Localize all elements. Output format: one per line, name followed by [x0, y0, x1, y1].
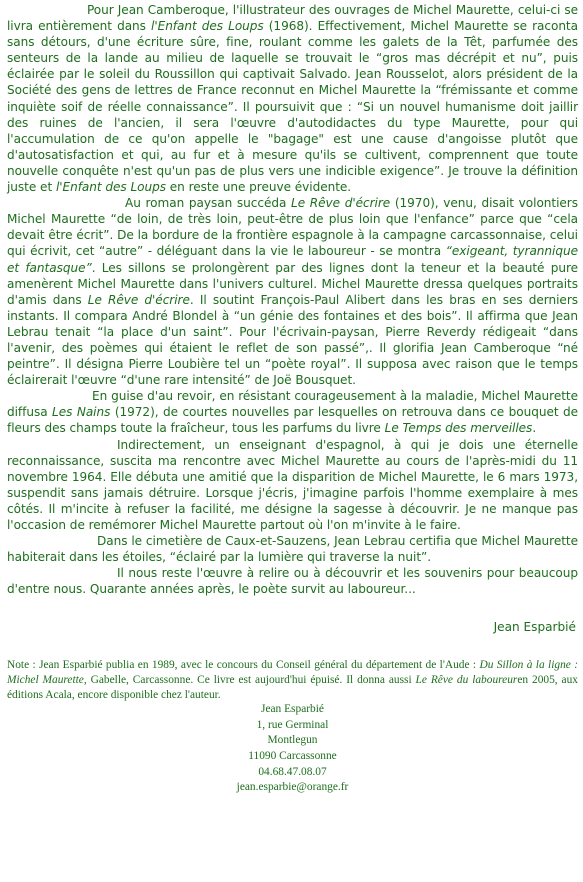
book-title: Le Rêve du laboureur — [415, 674, 518, 687]
paragraph-6: Il nous reste l'œuvre à relire ou à découvrir et les souvenirs pour beaucoup d'entre nous. Quarante années après, le poète survit au laboureur... — [7, 566, 578, 597]
book-title: l'Enfant des Loups — [151, 19, 264, 34]
book-title: Le Rêve d'écrire — [291, 196, 391, 211]
text-run: . Les sillons se prolongèrent par des lignes dont la teneur et la beauté pure amenèrent Michel Maurette dans l'univers culturel. Michel Maurette dressa quelques portraits d'amis dans — [7, 260, 578, 307]
signature: Jean Esparbié — [493, 620, 576, 635]
footnote — [7, 658, 578, 702]
text-run: Au roman paysan succéda — [125, 196, 292, 211]
text-run: (1970), venu, disait volontiers Michel Maurette “de loin, de très loin, peut-être de plus loin que l'enfance” parce que “cela devait être écrit”. De la bordure de la frontière espagnole à la campagne carcassonnaise, celui qui écrivit, cet “autre” - déléguant dans la vie le laboureur - se montra — [7, 196, 578, 259]
book-title: Du Sillon à la ligne : Michel Maurette — [7, 659, 578, 687]
paragraph-3 — [7, 388, 578, 436]
text-run: En guise d'au revoir, en résistant courageusement à la maladie, Michel Maurette diffusa — [7, 389, 578, 420]
book-title: l'Enfant des Loups — [55, 180, 166, 195]
address-city: 11090 Carcassonne — [248, 750, 337, 763]
paragraph-5: Dans le cimetière de Caux-et-Sauzens, Jean Lebrau certifia que Michel Maurette habiterait dans les étoiles, “éclairé par la lumière qui traverse la nuit”. — [7, 534, 578, 565]
text-run: en 2005, aux éditions Acala, encore disponible chez l'auteur. — [7, 674, 578, 701]
text-run: en reste une preuve évidente. — [166, 180, 352, 195]
text-run: . Il soutint François-Paul Alibert dans les bras en ses derniers instants. Il compara André Blondel à “un génie des fontaines et des bois”. Il affirma que Jean Lebrau tenait “la place d'un saint”. Pour l'écrivain-paysan, Pierre Reverdy rédigeait “dans l'avenir, des poèmes qui étaient le reflet de son passé”,. Il glorifia Jean Camberoque “né peintre”. Il désigna Pierre Loubière tel un “poète royal”. Il supposa avec raison que le temps éclairerait l'œuvre “d'une rare intensité” de Joë Bousquet. — [7, 292, 578, 388]
article-body — [7, 2, 578, 597]
text-run: Note : Jean Esparbié publia en 1989, avec le concours du Conseil général du département de l'Aude : — [7, 659, 480, 672]
text-run: . — [532, 421, 537, 436]
italic-quote: “exigeant, tyrannique et fantasque” — [7, 244, 578, 275]
book-title: Le Temps des merveilles — [384, 421, 533, 436]
address-phone: 04.68.47.08.07 — [258, 765, 327, 778]
address-block — [7, 702, 578, 796]
text-run: (1972), de courtes nouvelles par lesquelles on retrouva dans ce bouquet de fleurs des champs toute la fraîcheur, tous les parfums du livre — [7, 405, 579, 436]
book-title: Le Rêve d'écrire — [87, 292, 190, 307]
address-name: Jean Esparbié — [261, 703, 324, 716]
address-email: jean.esparbie@orange.fr — [236, 781, 349, 794]
paragraph-2 — [7, 195, 578, 388]
address-place: Montlegun — [267, 734, 318, 747]
text-run: (1968). Effectivement, Michel Maurette se raconta sans détours, d'une écriture sûre, fine, roulant comme les galets de la Têt, parfumée des senteurs de la lande au milieu de laquelle se trouvait le “gros mas décrépit et nu”, puis éclairée par le soleil du Roussillon qui captivait Salvado. Jean Rousselot, alors président de la Société des gens de lettres de France reconnut en Michel Maurette la “frémissante et comme inquiète soif de réelle connaissance”. Il poursuivit que : “Si un nouvel humanisme doit jaillir des ruines de l'ancien, il sera l'œuvre d'autodidactes du type Maurette, pour qui l'accumulation de ce qu'on appelle le "bagage" est une cause d'angoisse plutôt que d'autosatisfaction et qui, au fur et à mesure qu'ils se cultivent, comprennent que toute nouvelle conquête n'est qu'un pas de plus vers une indicible exigence”. Je trouve la définition juste et — [7, 19, 578, 195]
text-run: Pour Jean Camberoque, l'illustrateur des ouvrages de Michel Maurette, celui-ci se livra entièrement dans — [7, 3, 578, 34]
address-street: 1, rue Germinal — [256, 718, 329, 731]
paragraph-1 — [7, 2, 578, 195]
text-run: , Gabelle, Carcassonne. Ce livre est aujourd'hui épuisé. Il donna aussi — [83, 674, 416, 687]
paragraph-4: Indirectement, un enseignant d'espagnol, à qui je dois une éternelle reconnaissance, suscita ma rencontre avec Michel Maurette au cours de l'après-midi du 11 novembre 1964. Elle débuta une amitié que la disparition de Michel Maurette, le 6 mars 1973, suspendit sans jamais détruire. Lorsque j'écris, j'imagine parfois l'homme exemplaire à mes côtés. Il m'incite à refuser la facilité, me désigne la sagesse à découvrir. Je ne manque pas l'occasion de remémorer Michel Maurette partout où l'on m'invite à le faire. — [7, 437, 578, 532]
book-title: Les Nains — [52, 405, 111, 420]
